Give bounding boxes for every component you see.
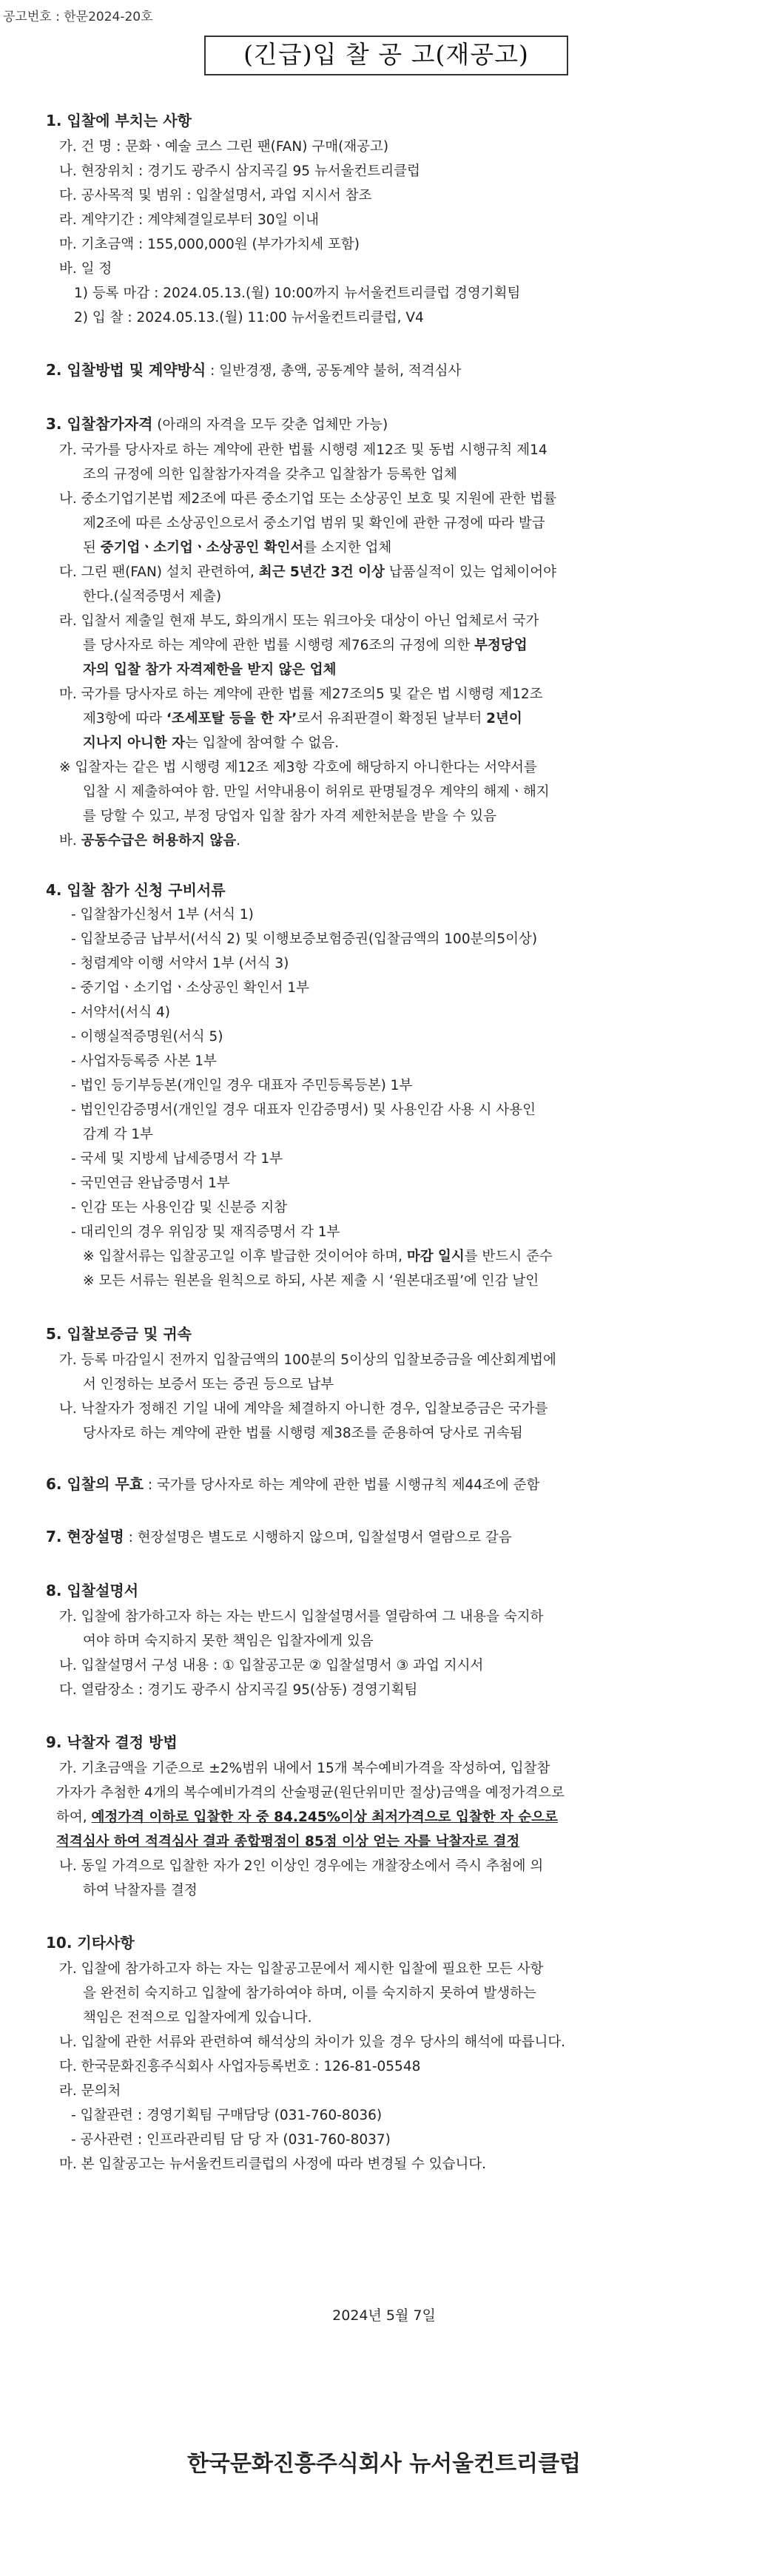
s4-doc-3: - 청렴계약 이행 서약서 1부 (서식 3): [71, 956, 289, 971]
s3-d-line3: 자의 입찰 참가 자격제한을 받지 않은 업체: [83, 662, 337, 678]
section-7-heading: 7. 현장설명: [46, 1528, 124, 1545]
s1-item-a: 가. 건 명 : 문화ㆍ예술 코스 그린 팬(FAN) 구매(재공고): [59, 139, 389, 155]
section-5-heading: 5. 입찰보증금 및 귀속: [46, 1325, 192, 1343]
s4-doc-5: - 서약서(서식 4): [71, 1005, 170, 1020]
section-3-heading: 3. 입찰참가자격: [46, 415, 153, 433]
section-7: [46, 1527, 727, 1548]
company-name: 한국문화진흥주식회사 뉴서울컨트리클럽: [186, 2451, 582, 2477]
s4-doc-4: - 중기업ㆍ소기업ㆍ소상공인 확인서 1부: [71, 980, 310, 996]
s10-contact-1: - 입찰관련 : 경영기획팀 구매담당 (031-760-8036): [71, 2108, 383, 2123]
s10-contact-2: - 공사관련 : 인프라관리팀 담 당 자 (031-760-8037): [71, 2132, 391, 2148]
s3-b-line3: 된 중기업ㆍ소기업ㆍ소상공인 확인서를 소지한 업체: [83, 540, 392, 556]
s9-b-line2: 하여 낙찰자를 결정: [83, 1883, 198, 1898]
s3-note-line2: 입찰 시 제출하여야 함. 만일 서약내용이 허위로 판명될경우 계약의 해제ㆍ해지: [83, 784, 550, 800]
s4-doc-10: - 국세 및 지방세 납세증명서 각 1부: [71, 1151, 283, 1167]
s8-a-line1: 가. 입찰에 참가하고자 하는 자는 반드시 입찰설명서를 열람하여 그 내용을 숙지하: [59, 1609, 544, 1625]
s3-e-line2: 제3항에 따라 ‘조세포탈 등을 한 자’로서 유죄판결이 확정된 날부터 2년이: [83, 711, 522, 726]
s4-doc-13: - 대리인의 경우 위임장 및 재직증명서 각 1부: [71, 1224, 340, 1240]
s3-d-line2: 를 당사자로 하는 계약에 관한 법률 시행령 제76조의 규정에 의한 부정당업: [83, 638, 528, 653]
s5-b-line2: 당사자로 하는 계약에 관한 법률 시행령 제38조를 준용하여 당사로 귀속됨: [83, 1426, 523, 1441]
section-7-text: : 현장설명은 별도로 시행하지 않으며, 입찰설명서 열람으로 갈음: [124, 1530, 512, 1545]
s8-c: 다. 열람장소 : 경기도 광주시 삼지곡길 95(삼동) 경영기획팀: [59, 1682, 418, 1698]
s10-c: 다. 한국문화진흥주식회사 사업자등록번호 : 126-81-05548: [59, 2059, 421, 2074]
s9-a-line2: 가자가 추첨한 4개의 복수예비가격의 산술평균(원단위미만 절상)금액을 예정가격으로: [56, 1785, 565, 1801]
s9-a-line1: 가. 기초금액을 기준으로 ±2%범위 내에서 15개 복수예비가격을 작성하여, 입찰참: [59, 1761, 550, 1776]
s9-b-line1: 나. 동일 가격으로 입찰한 자가 2인 이상인 경우에는 개찰장소에서 즉시 추첨에 의: [59, 1858, 544, 1874]
section-6-heading: 6. 입찰의 무효: [46, 1475, 144, 1493]
s10-a-line3: 책임은 전적으로 입찰자에게 있습니다.: [83, 2010, 312, 2026]
s4-doc-9: - 법인인감증명서(개인일 경우 대표자 인감증명서) 및 사용인감 사용 시 사용인: [71, 1102, 536, 1118]
page-title: (긴급)입 찰 공 고(재공고): [204, 36, 568, 75]
s9-a-line3: 하여, 예정가격 이하로 입찰한 자 중 84.245%이상 최저가격으로 입찰한 자 순으로: [56, 1810, 558, 1825]
section-6-text: : 국가를 당사자로 하는 계약에 관한 법률 시행규칙 제44조에 준함: [144, 1477, 540, 1493]
s1-item-d: 라. 계약기간 : 계약체결일로부터 30일 이내: [59, 212, 319, 228]
s10-b: 나. 입찰에 관한 서류와 관련하여 해석상의 차이가 있을 경우 당사의 해석에 따릅니다.: [59, 2034, 566, 2050]
section-3-note: (아래의 자격을 모두 갖춘 업체만 가능): [152, 417, 388, 433]
s10-d: 라. 문의처: [59, 2083, 121, 2099]
section-8-heading: 8. 입찰설명서: [46, 1582, 139, 1599]
s1-item-b: 나. 현장위치 : 경기도 광주시 삼지곡길 95 뉴서울컨트리클럽: [59, 163, 420, 179]
s10-a-line2: 을 완전히 숙지하고 입찰에 참가하여야 하며, 이를 숙지하지 못하여 발생하는: [83, 1986, 536, 2001]
s5-a-line1: 가. 등록 마감일시 전까지 입찰금액의 100분의 5이상의 입찰보증금을 예산회계법에: [59, 1352, 556, 1368]
s4-doc-7: - 사업자등록증 사본 1부: [71, 1053, 217, 1069]
s5-a-line2: 서 인정하는 보증서 또는 증권 등으로 납부: [83, 1377, 334, 1392]
s8-b: 나. 입찰설명서 구성 내용 : ① 입찰공고문 ② 입찰설명서 ③ 과업 지시서: [59, 1658, 484, 1673]
s3-d-line1: 라. 입찰서 제출일 현재 부도, 화의개시 또는 워크아웃 대상이 아닌 업체로서 국가: [59, 613, 539, 629]
s10-a-line1: 가. 입찰에 참가하고자 하는 자는 입찰공고문에서 제시한 입찰에 필요한 모든 사항: [59, 1961, 544, 1977]
s8-a-line2: 여야 하며 숙지하지 못한 책임은 입찰자에게 있음: [83, 1633, 374, 1649]
s10-e: 마. 본 입찰공고는 뉴서울컨트리클럽의 사정에 따라 변경될 수 있습니다.: [59, 2157, 487, 2172]
s3-a-line2: 조의 규정에 의한 입찰참가자격을 갖추고 입찰참가 등록한 업체: [83, 467, 457, 482]
notice-date: 2024년 5월 7일: [332, 2307, 436, 2324]
s1-item-c: 다. 공사목적 및 범위 : 입찰설명서, 과업 지시서 참조: [59, 188, 372, 203]
section-1-heading: 1. 입찰에 부치는 사항: [46, 112, 192, 129]
s4-doc-9-cont: 감계 각 1부: [83, 1127, 154, 1142]
section-4-heading: 4. 입찰 참가 신청 구비서류: [46, 881, 226, 899]
s3-e-line1: 마. 국가를 당사자로 하는 계약에 관한 법률 제27조의5 및 같은 법 시행령 제12조: [59, 687, 543, 702]
s1-schedule-1: 1) 등록 마감 : 2024.05.13.(월) 10:00까지 뉴서울컨트리클럽 경영기획팀: [74, 286, 521, 301]
s4-note-1: ※ 입찰서류는 입찰공고일 이후 발급한 것이어야 하며, 마감 일시를 반드시 준수: [83, 1249, 553, 1264]
s4-doc-1: - 입찰참가신청서 1부 (서식 1): [71, 907, 254, 923]
section-2: [46, 360, 727, 381]
s3-e-line3: 지나지 아니한 자는 입찰에 참여할 수 없음.: [83, 735, 340, 751]
section-9-heading: 9. 낙찰자 결정 방법: [46, 1733, 178, 1751]
section-6: [46, 1474, 727, 1495]
s4-doc-11: - 국민연금 완납증명서 1부: [71, 1176, 230, 1191]
s4-doc-2: - 입찰보증금 납부서(서식 2) 및 이행보증보험증권(입찰금액의 100분의5이상): [71, 931, 538, 947]
s4-note-2: ※ 모든 서류는 원본을 원칙으로 하되, 사본 제출 시 ‘원본대조필’에 인감 날인: [83, 1273, 539, 1289]
s4-doc-6: - 이행실적증명원(서식 5): [71, 1029, 223, 1045]
s1-schedule-2: 2) 입 찰 : 2024.05.13.(월) 11:00 뉴서울컨트리클럽, V4: [74, 310, 424, 326]
section-10-heading: 10. 기타사항: [46, 1934, 135, 1952]
s3-c-line1: 다. 그린 팬(FAN) 설치 관련하여, 최근 5년간 3건 이상 납품실적이 있는 업체이어야: [59, 564, 557, 580]
section-2-heading: 2. 입찰방법 및 계약방식: [46, 361, 206, 379]
s3-note-line1: ※ 입찰자는 같은 법 시행령 제12조 제3항 각호에 해당하지 아니한다는 서약서를: [59, 760, 537, 775]
s9-a-line4: 적격심사 하여 적격심사 결과 종합평점이 85점 이상 얻는 자를 낙찰자로 결정: [56, 1834, 520, 1850]
s4-doc-8: - 법인 등기부등본(개인일 경우 대표자 주민등록등본) 1부: [71, 1078, 413, 1093]
notice-number: 공고번호 : 한문2024-20호: [3, 10, 153, 24]
s1-item-f: 바. 일 정: [59, 261, 112, 277]
s3-b-line1: 나. 중소기업기본법 제2조에 따른 중소기업 또는 소상공인 보호 및 지원에 관한 법률: [59, 491, 557, 507]
s3-f: 바. 공동수급은 허용하지 않음.: [59, 833, 240, 849]
s3-note-line3: 를 당할 수 있고, 부정 당업자 입찰 참가 자격 제한처분을 받을 수 있음: [83, 809, 496, 824]
s5-b-line1: 나. 낙찰자가 정해진 기일 내에 계약을 체결하지 아니한 경우, 입찰보증금은 국가를: [59, 1401, 548, 1417]
s1-item-e: 마. 기초금액 : 155,000,000원 (부가가치세 포함): [59, 237, 360, 252]
s4-doc-12: - 인감 또는 사용인감 및 신분증 지참: [71, 1200, 288, 1215]
s3-a-line1: 가. 국가를 당사자로 하는 계약에 관한 법률 시행령 제12조 및 동법 시행규칙 제14: [59, 442, 548, 458]
s3-c-line2: 한다.(실적증명서 제출): [83, 589, 222, 604]
section-2-text: : 일반경쟁, 총액, 공동계약 불허, 적격심사: [206, 363, 462, 379]
section-3: [46, 414, 727, 435]
s3-b-line2: 제2조에 따른 소상공인으로서 중소기업 범위 및 확인에 관한 규정에 따라 발급: [83, 516, 545, 531]
